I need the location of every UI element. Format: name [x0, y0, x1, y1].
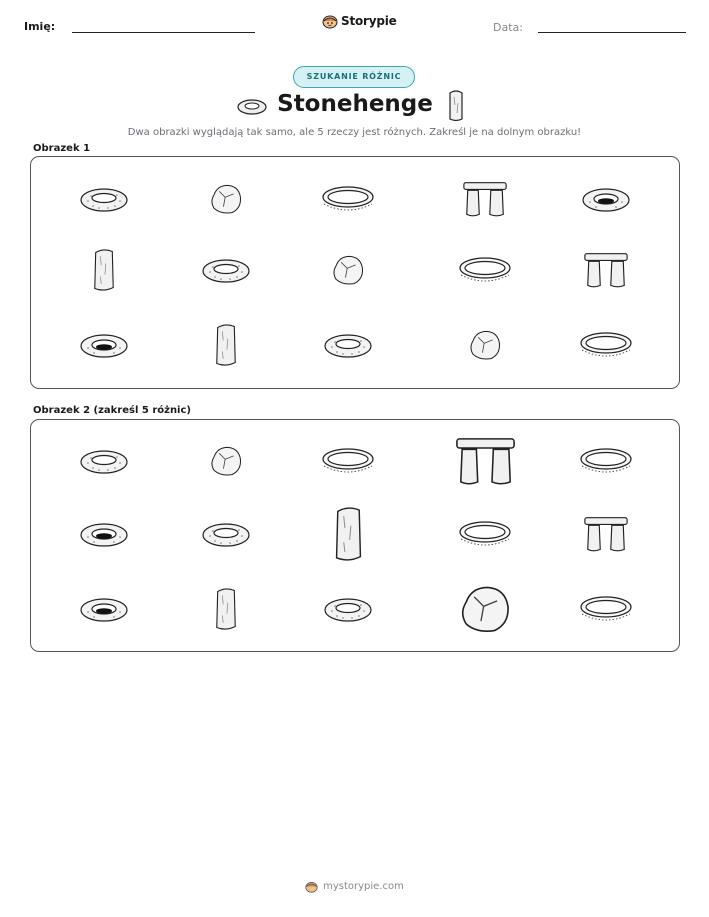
picture1-trilithon-icon: [461, 179, 509, 223]
picture2-standing-stone-icon[interactable]: [214, 585, 238, 637]
picture1-trilithon-icon: [582, 250, 630, 294]
picture1-standing-stone-icon: [214, 321, 238, 373]
standing-stone-icon: [447, 89, 465, 123]
picture2-label: Obrazek 2 (zakreśl 5 różnic): [33, 405, 191, 416]
picture2-thin-ring-icon[interactable]: [320, 446, 376, 480]
picture2-stone-ring-icon[interactable]: [323, 594, 373, 628]
picture2-thin-ring-icon[interactable]: [578, 594, 634, 628]
picture1-round-boulder-icon: [209, 182, 243, 220]
picture1-round-boulder-icon: [468, 328, 502, 366]
page-title: Stonehenge: [277, 91, 433, 117]
picture1-thin-ring-icon: [320, 184, 376, 218]
picture2-round-boulder-icon[interactable]: [458, 582, 512, 640]
date-label: Data:: [493, 21, 523, 34]
picture1-stone-ring-icon: [79, 184, 129, 218]
picture2-holed-ring-icon[interactable]: [79, 519, 129, 553]
picture2-holed-ring-icon[interactable]: [79, 594, 129, 628]
date-line[interactable]: [538, 32, 686, 33]
picture1-thin-ring-icon: [457, 255, 513, 289]
picture2-stone-ring-icon[interactable]: [201, 519, 251, 553]
pie-mascot-icon: [322, 13, 338, 29]
picture1-standing-stone-icon: [92, 246, 116, 298]
picture2-thin-ring-icon[interactable]: [457, 519, 513, 553]
picture1-thin-ring-icon: [578, 330, 634, 364]
stone-ring-icon: [236, 96, 268, 116]
footer-url[interactable]: mystorypie.com: [323, 881, 404, 892]
logo: [322, 13, 397, 29]
picture2-thin-ring-icon[interactable]: [578, 446, 634, 480]
picture1-stone-ring-icon: [201, 255, 251, 289]
picture1-stone-ring-icon: [323, 330, 373, 364]
pie-mascot-icon: [305, 880, 318, 893]
picture2-trilithon-icon[interactable]: [582, 514, 630, 558]
activity-badge: SZUKANIE RÓŻNIC: [293, 66, 415, 88]
instructions: Dwa obrazki wyglądają tak samo, ale 5 rzeczy jest różnych. Zakreśl je na dolnym obrazku!: [127, 127, 582, 138]
logo-text: Storypie: [341, 14, 397, 28]
picture1-holed-ring-icon: [581, 184, 631, 218]
picture1-holed-ring-icon: [79, 330, 129, 364]
picture2-standing-stone-icon[interactable]: [333, 503, 364, 569]
footer: [0, 880, 709, 893]
picture2-trilithon-icon[interactable]: [453, 434, 518, 492]
name-line[interactable]: [72, 32, 255, 33]
picture1-round-boulder-icon: [331, 253, 365, 291]
picture2-round-boulder-icon[interactable]: [209, 444, 243, 482]
picture1-label: Obrazek 1: [33, 143, 91, 154]
name-label: Imię:: [24, 20, 56, 33]
picture2-stone-ring-icon[interactable]: [79, 446, 129, 480]
